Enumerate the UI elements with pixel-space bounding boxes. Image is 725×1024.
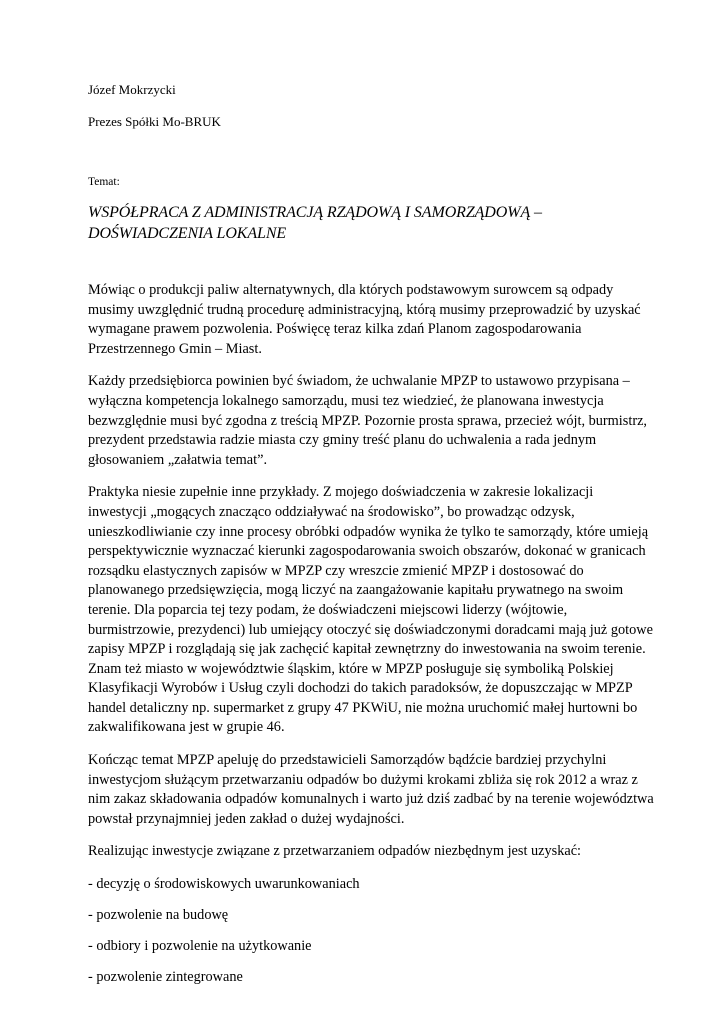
document-body xyxy=(88,281,655,988)
list-item: - pozwolenie na budowę xyxy=(88,907,229,924)
author-role: Prezes Spółki Mo-BRUK xyxy=(88,114,221,129)
list-item: - pozwolenie zintegrowane xyxy=(88,969,243,986)
paragraph: Praktyka niesie zupełnie inne przykłady. Z mojego doświadczenia w zakresie lokalizacji inwestycji „mogących znacząco oddziaływać na środowisko”, bo prowadząc odzysk, unieszkodliwianie czy inne procesy obróbki odpadów wynika że tylko te samorządy, które umieją perspektywicznie wyznaczać kierunki zagospodarowania swoich obszarów, dokonać w granicach rozsądku elastycznych zapisów w MPZP czy wreszcie zmienić MPZP i dostosować do planowanego przedsięwzięcia, mogą liczyć na zaangażowanie kapitału prywatnego na swoim terenie. Dla poparcia tej tezy podam, że doświadczeni miejscowi liderzy (wójtowie, burmistrzowie, prezydenci) lub umiejący otoczyć się doświadczonymi doradcami mają już gotowe zapisy MPZP i rozglądają się jak zachęcić kapitał zewnętrzny do inwestowania na swoim terenie. Znam też miasto w województwie śląskim, które w MPZP posługuje się symboliką Polskiej Klasyfikacji Wyrobów i Usług czyli dochodzi do takich paradoksów, że dopuszczając w MPZP handel detaliczny np. supermarket z grupy 47 PKWiU, nie można uruchomić małej hurtowni bo zakwalifikowana jest w grupie 46. xyxy=(88,484,653,736)
list-item: - odbiory i pozwolenie na użytkowanie xyxy=(88,938,312,955)
list-item: - decyzję o środowiskowych uwarunkowaniach xyxy=(88,876,360,893)
paragraph: Mówiąc o produkcji paliw alternatywnych, dla których podstawowym surowcem są odpady musimy uwzględnić trudną procedurę administracyjną, którą musimy przeprowadzić by uzyskać wymagane prawem pozwolenia. Poświęcę teraz kilka zdań Planom zagospodarowania Przestrzennego Gmin – Miast. xyxy=(88,282,641,357)
document-title: WSPÓŁPRACA Z ADMINISTRACJĄ RZĄDOWĄ I SAMORZĄDOWĄ – DOŚWIADCZENIA LOKALNE xyxy=(88,204,542,242)
paragraph: Realizując inwestycje związane z przetwarzaniem odpadów niezbędnym jest uzyskać: xyxy=(88,843,582,860)
paragraph: Kończąc temat MPZP apeluję do przedstawicieli Samorządów bądźcie bardziej przychylni inwestycjom służącym przetwarzaniu odpadów bo dużymi krokami zbliża się rok 2012 a wraz z nim zakaz składowania odpadów komunalnych i warto już dziś zadbać by na terenie województwa powstał przynajmniej jeden zakład o dużej wydajności. xyxy=(88,752,654,827)
topic-label: Temat: xyxy=(88,176,120,188)
paragraph: Każdy przedsiębiorca powinien być świadom, że uchwalanie MPZP to ustawowo przypisana – wyłączna kompetencja lokalnego samorządu, musi tez wiedzieć, że planowana inwestycja bezwzględnie musi być zgodna z treścią MPZP. Pozornie prosta sprawa, przecież wójt, burmistrz, prezydent przedstawia radzie miasta czy gminy treść planu do uchwalenia a rada jednym głosowaniem „załatwia temat”. xyxy=(88,373,647,468)
requirements-list xyxy=(88,875,655,988)
author-name: Józef Mokrzycki xyxy=(88,82,176,97)
